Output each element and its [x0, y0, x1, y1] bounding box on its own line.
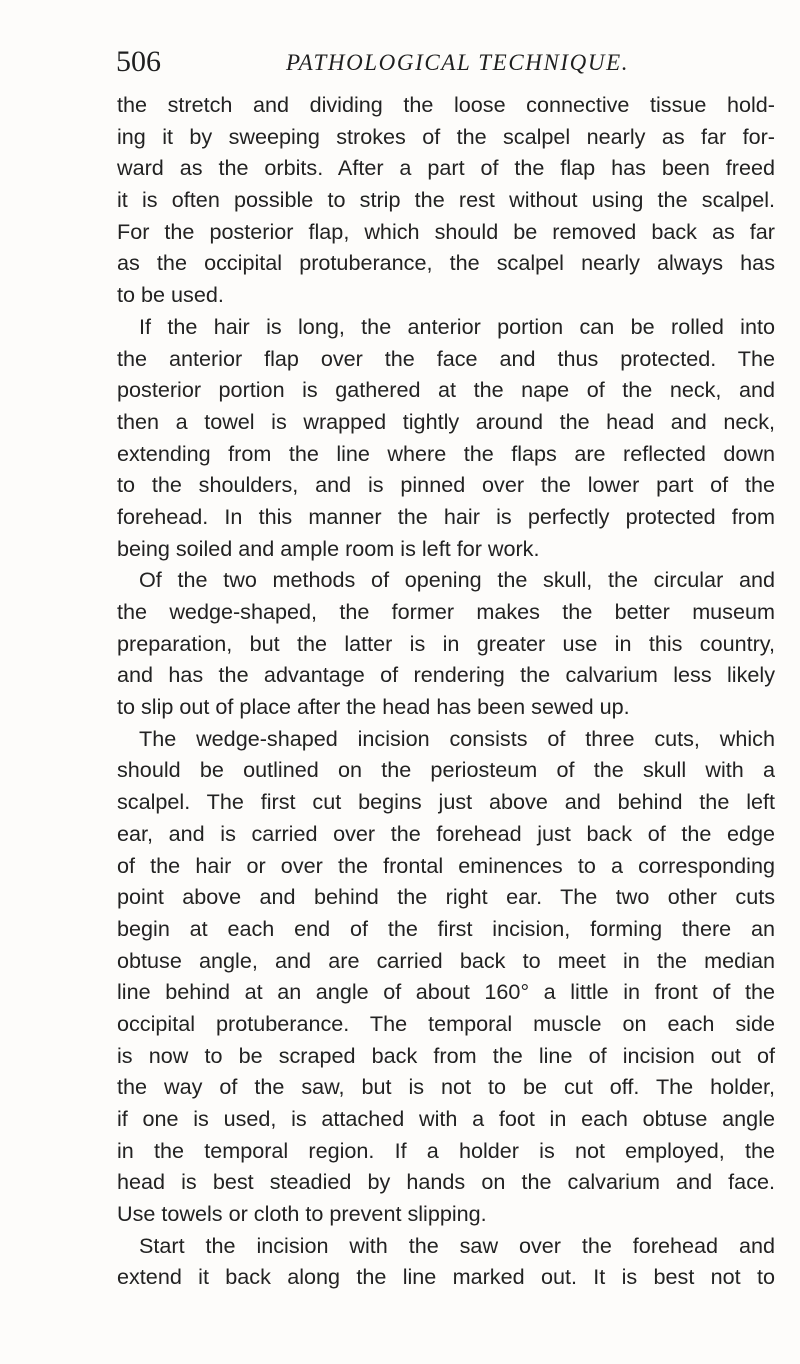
text-line: extend it back along the line marked out. It is best not to — [117, 1264, 775, 1290]
text-line: Use towels or cloth to prevent slipping. — [117, 1201, 487, 1227]
text-line: ing it by sweeping strokes of the scalpel nearly as far for- — [117, 123, 775, 149]
text-line: the anterior flap over the face and thus protected. The — [117, 345, 775, 371]
text-line: head is best steadied by hands on the calvarium and face. — [117, 1169, 775, 1195]
running-title: PATHOLOGICAL TECHNIQUE. — [286, 50, 630, 75]
text-line: begin at each end of the first incision, forming there an — [117, 915, 775, 941]
text-line: to the shoulders, and is pinned over the lower part of the — [117, 472, 775, 498]
text-line: point above and behind the right ear. The two other cuts — [117, 884, 775, 910]
text-line: posterior portion is gathered at the nape of the neck, and — [117, 377, 775, 403]
text-line: the stretch and dividing the loose connective tissue hold- — [117, 92, 775, 117]
text-line: occipital protuberance. The temporal muscle on each side — [117, 1010, 775, 1036]
text-line: to be used. — [117, 282, 224, 308]
text-line: then a towel is wrapped tightly around the head and neck, — [117, 408, 775, 434]
text-line: the way of the saw, but is not to be cut off. The holder, — [117, 1074, 775, 1100]
text-line: For the posterior flap, which should be removed back as far — [117, 218, 775, 244]
body-text — [117, 89, 775, 1293]
text-line: The wedge-shaped incision consists of three cuts, which — [139, 725, 775, 751]
text-line: preparation, but the latter is in greater use in this country, — [117, 630, 775, 656]
text-line: if one is used, is attached with a foot in each obtuse angle — [117, 1106, 775, 1131]
text-line: ward as the orbits. After a part of the flap has been freed — [117, 155, 775, 181]
text-line: is now to be scraped back from the line of incision out of — [117, 1042, 775, 1068]
text-line: as the occipital protuberance, the scalpel nearly always has — [117, 250, 775, 276]
text-line: it is often possible to strip the rest without using the scalpel. — [117, 187, 775, 213]
text-line: forehead. In this manner the hair is perfectly protected from — [117, 503, 775, 529]
text-line: If the hair is long, the anterior portion can be rolled into — [139, 313, 775, 339]
text-line: to slip out of place after the head has been sewed up. — [117, 694, 630, 720]
text-line: being soiled and ample room is left for work. — [117, 535, 540, 561]
text-line: Of the two methods of opening the skull, the circular and — [139, 567, 775, 593]
running-head — [116, 44, 636, 84]
text-line: in the temporal region. If a holder is not employed, the — [117, 1137, 775, 1163]
text-line: Start the incision with the saw over the forehead and — [139, 1232, 775, 1258]
text-line: and has the advantage of rendering the calvarium less likely — [117, 662, 775, 688]
text-line: the wedge-shaped, the former makes the better museum — [117, 599, 775, 624]
text-line: line behind at an angle of about 160° a little in front of the — [117, 979, 775, 1005]
text-line: of the hair or over the frontal eminences to a corresponding — [117, 852, 775, 878]
text-line: ear, and is carried over the forehead just back of the edge — [117, 820, 775, 846]
page-number: 506 — [116, 45, 161, 78]
text-line: extending from the line where the flaps are reflected down — [117, 440, 775, 466]
text-line: should be outlined on the periosteum of the skull with a — [117, 757, 775, 783]
text-line: scalpel. The first cut begins just above and behind the left — [117, 789, 775, 815]
text-line: obtuse angle, and are carried back to meet in the median — [117, 947, 775, 973]
